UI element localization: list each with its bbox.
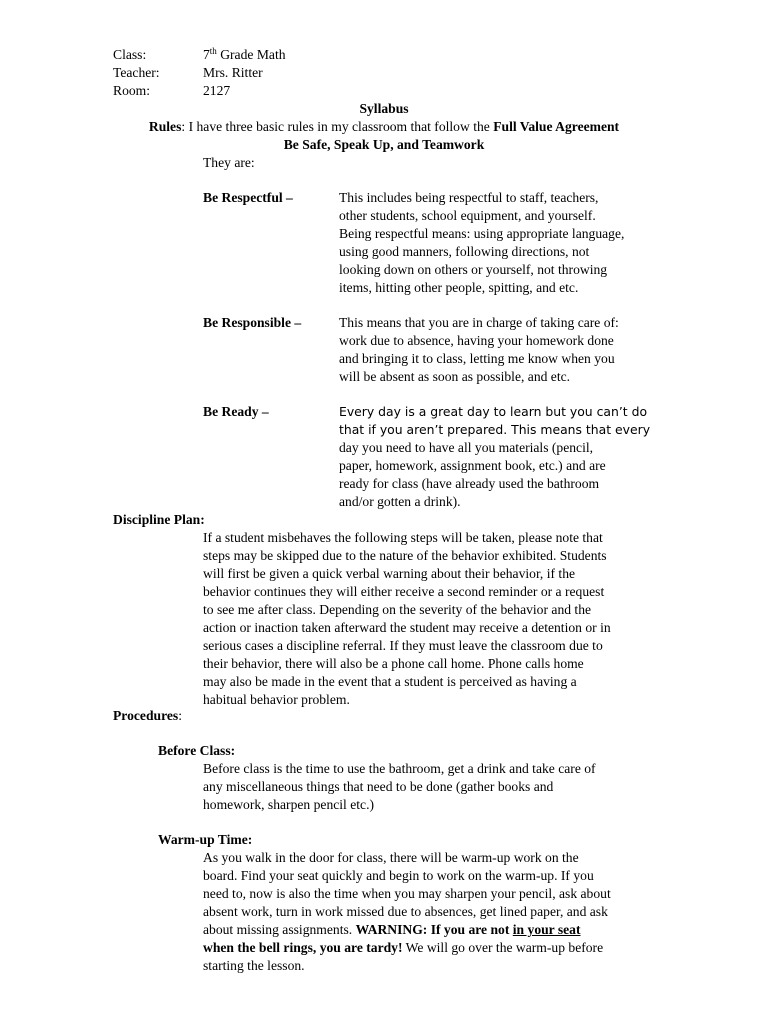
rule-ready-text: Every day is a great day to learn but you can’t do that if you aren’t prepared. This means that every day you need to have all you materials (pencil, paper, homework, assignment book, etc.) and are ready for class (have already used the bathroom and/or gotten a drink). (339, 404, 651, 509)
room-row (113, 82, 413, 100)
class-info-header (113, 46, 413, 100)
class-label: Class: (113, 47, 147, 62)
page-title: Syllabus (359, 101, 409, 116)
rules-intro (0, 118, 768, 136)
room-value: 2127 (203, 83, 231, 98)
in-your-seat-text: in your seat (512, 922, 581, 937)
discipline-heading: Discipline Plan: (113, 512, 205, 527)
tardy-warning: when the bell rings, you are tardy! (203, 940, 403, 955)
they-are-text: They are: (203, 155, 255, 170)
rules-label: Rules (148, 119, 182, 134)
before-class-heading: Before Class: (158, 743, 236, 758)
warm-up-heading: Warm-up Time: (158, 832, 253, 847)
rule-responsible-text: This means that you are in charge of taking care of: work due to absence, having your homework done and bringing it to class, letting me know when you will be absent as soon as possible, and etc. (339, 315, 619, 384)
rules-intro-text: : I have three basic rules in my classroom that follow the (181, 119, 494, 134)
procedures-heading: Procedures: (113, 708, 182, 723)
room-label: Room: (113, 83, 151, 98)
rule-respectful-text: This includes being respectful to staff, teachers, other students, school equipment, and yourself. Being respectful means: using appropriate language, using good manners, following directions, not looking down on others or yourself, not throwing items, hitting other people, spitting, and etc. (339, 190, 625, 295)
class-value: 7th Grade Math (203, 46, 286, 62)
rule-respectful-label: Be Respectful – (203, 190, 293, 205)
class-row (113, 46, 413, 64)
teacher-row (113, 64, 413, 82)
agreement-name: Full Value Agreement (493, 119, 620, 134)
teacher-value: Mrs. Ritter (203, 65, 263, 80)
warning-text: WARNING: If you are not (355, 922, 513, 937)
rule-ready-label: Be Ready – (203, 404, 269, 419)
teacher-label: Teacher: (113, 65, 160, 80)
warm-up-text: As you walk in the door for class, there will be warm-up work on the board. Find your seat quickly and begin to work on the warm-up. If you need to, now is also the time when you may sharpen your pencil, ask about absent work, turn in work missed due to absences, get lined paper, and ask about missing assignments. WARNING: If you are not in your seat when the bell rings, you are tardy! We will go over the warm-up before starting the lesson. (203, 850, 611, 973)
rules-motto: Be Safe, Speak Up, and Teamwork (283, 137, 485, 152)
discipline-text: If a student misbehaves the following steps will be taken, please note that steps may be skipped due to the nature of the behavior exhibited. Students will first be given a quick verbal warning about their behavior, if the behavior continues they will either receive a second reminder or a request to see me after class. Depending on the severity of the behavior and the action or inaction taken afterward the student may receive a detention or in serious cases a discipline referral. If they must leave the classroom due to their behavior, there will also be a phone call home. Phone calls home may also be made in the event that a student is perceived as having a habitual behavior problem. (203, 530, 611, 707)
rule-responsible-label: Be Responsible – (203, 315, 302, 330)
before-class-text: Before class is the time to use the bathroom, get a drink and take care of any miscellaneous things that need to be done (gather books and homework, sharpen pencil etc.) (203, 761, 596, 812)
